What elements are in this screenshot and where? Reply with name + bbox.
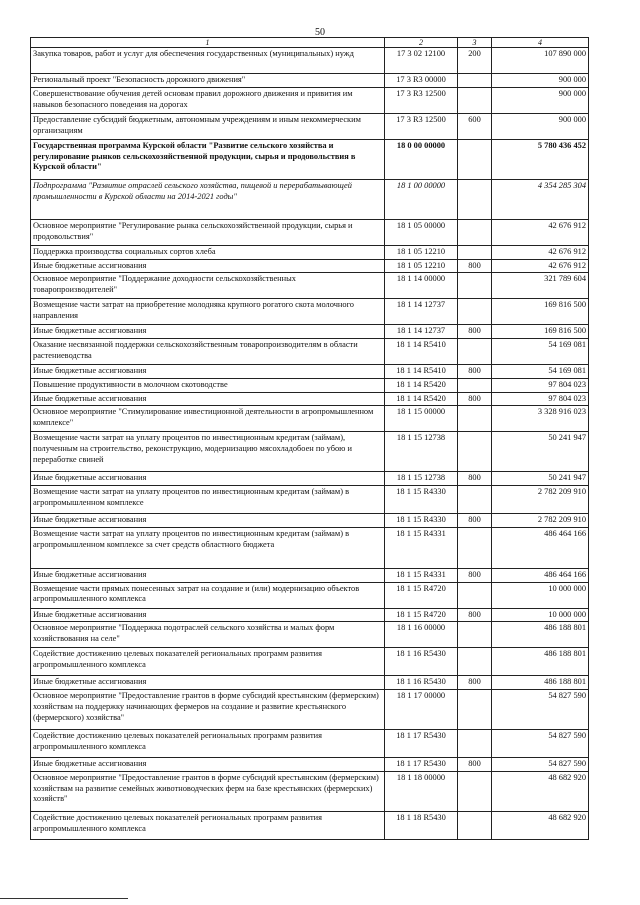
table-row: [31, 74, 589, 88]
column-number: 2: [385, 38, 458, 48]
row-expense-type: 800: [458, 365, 492, 379]
row-amount: 2 782 209 910: [492, 514, 589, 528]
table-row: [31, 676, 589, 690]
row-amount: 2 782 209 910: [492, 486, 589, 514]
row-amount: 107 890 000: [492, 48, 589, 74]
row-name: Возмещение части затрат на приобретение молодняка крупного рогатого скота молочного направления: [31, 299, 385, 325]
row-code: 18 1 15 R4331: [385, 568, 458, 582]
row-expense-type: [458, 527, 492, 568]
row-name: Иные бюджетные ассигнования: [31, 392, 385, 406]
row-amount: 900 000: [492, 87, 589, 113]
row-code: 18 1 14 00000: [385, 273, 458, 299]
row-name: Иные бюджетные ассигнования: [31, 259, 385, 273]
row-amount: 42 676 912: [492, 259, 589, 273]
row-name: Иные бюджетные ассигнования: [31, 472, 385, 486]
row-expense-type: [458, 139, 492, 179]
row-expense-type: 800: [458, 608, 492, 622]
row-amount: 486 188 801: [492, 622, 589, 648]
row-code: 18 1 17 R5430: [385, 758, 458, 772]
table-row: [31, 48, 589, 74]
table-row: [31, 432, 589, 472]
row-expense-type: 800: [458, 676, 492, 690]
row-expense-type: 800: [458, 325, 492, 339]
row-name: Иные бюджетные ассигнования: [31, 365, 385, 379]
table-row: [31, 811, 589, 839]
table-row: [31, 486, 589, 514]
table-row: [31, 113, 589, 139]
table-row: [31, 273, 589, 299]
column-number: 1: [31, 38, 385, 48]
row-amount: 4 354 285 304: [492, 179, 589, 219]
row-name: Региональный проект "Безопасность дорожного движения": [31, 74, 385, 88]
table-row: [31, 730, 589, 758]
row-expense-type: [458, 87, 492, 113]
table-row: [31, 608, 589, 622]
row-code: 18 1 17 00000: [385, 690, 458, 730]
row-expense-type: 800: [458, 392, 492, 406]
row-code: 18 1 15 12738: [385, 432, 458, 472]
budget-table: [30, 37, 589, 840]
row-amount: 169 816 500: [492, 299, 589, 325]
row-amount: 48 682 920: [492, 811, 589, 839]
row-code: 18 1 14 12737: [385, 325, 458, 339]
row-name: Иные бюджетные ассигнования: [31, 758, 385, 772]
table-row: [31, 245, 589, 259]
column-number: 4: [492, 38, 589, 48]
row-expense-type: [458, 299, 492, 325]
row-code: 18 1 05 12210: [385, 259, 458, 273]
row-name: Содействие достижению целевых показателей региональных программ развития агропромышленного комплекса: [31, 648, 385, 676]
row-amount: 321 789 604: [492, 273, 589, 299]
row-code: 18 1 15 00000: [385, 406, 458, 432]
row-name: Иные бюджетные ассигнования: [31, 568, 385, 582]
row-name: Закупка товаров, работ и услуг для обеспечения государственных (муниципальных) нужд: [31, 48, 385, 74]
row-expense-type: [458, 378, 492, 392]
row-amount: 50 241 947: [492, 432, 589, 472]
row-name: Основное мероприятие "Стимулирование инвестиционной деятельности в агропромышленном комплексе": [31, 406, 385, 432]
row-amount: 97 804 023: [492, 392, 589, 406]
row-name: Основное мероприятие "Регулирование рынка сельскохозяйственной продукции, сырья и продовольствия": [31, 219, 385, 245]
row-expense-type: [458, 273, 492, 299]
row-expense-type: [458, 622, 492, 648]
row-name: Содействие достижению целевых показателей региональных программ развития агропромышленного комплекса: [31, 730, 385, 758]
row-amount: 97 804 023: [492, 378, 589, 392]
row-amount: 54 169 081: [492, 365, 589, 379]
row-amount: 48 682 920: [492, 771, 589, 811]
row-amount: 54 827 590: [492, 690, 589, 730]
row-code: 18 0 00 00000: [385, 139, 458, 179]
table-row: [31, 339, 589, 365]
row-code: 18 1 15 12738: [385, 472, 458, 486]
row-code: 18 1 15 R4330: [385, 514, 458, 528]
row-name: Основное мероприятие "Предоставление грантов в форме субсидий крестьянским (фермерским) хозяйствам на поддержку начинающих фермеров на создание и развитие крестьянского (фермерского) хозяйства": [31, 690, 385, 730]
table-row: [31, 771, 589, 811]
row-amount: 900 000: [492, 113, 589, 139]
row-amount: 3 328 916 023: [492, 406, 589, 432]
row-code: 18 1 15 R4330: [385, 486, 458, 514]
row-name: Возмещение части прямых понесенных затрат на создание и (или) модернизацию объектов агропромышленного комплекса: [31, 582, 385, 608]
row-name: Повышение продуктивности в молочном скотоводстве: [31, 378, 385, 392]
row-code: 17 3 02 12100: [385, 48, 458, 74]
row-expense-type: [458, 406, 492, 432]
row-amount: 54 827 590: [492, 758, 589, 772]
row-name: Содействие достижению целевых показателей региональных программ развития агропромышленного комплекса: [31, 811, 385, 839]
row-expense-type: [458, 219, 492, 245]
table-row: [31, 527, 589, 568]
row-expense-type: 200: [458, 48, 492, 74]
row-name: Возмещение части затрат на уплату процентов по инвестиционным кредитам (займам) в агропромышленном комплексе: [31, 486, 385, 514]
table-row: [31, 406, 589, 432]
row-expense-type: [458, 432, 492, 472]
row-name: Основное мероприятие "Предоставление грантов в форме субсидий крестьянским (фермерским) хозяйствам на развитие семейных животноводческих ферм на базе крестьянских (фермерских) хозяйств": [31, 771, 385, 811]
row-code: 18 1 15 R4720: [385, 582, 458, 608]
row-name: Иные бюджетные ассигнования: [31, 325, 385, 339]
row-amount: 5 780 436 452: [492, 139, 589, 179]
table-row: [31, 648, 589, 676]
row-name: Иные бюджетные ассигнования: [31, 514, 385, 528]
row-name: Государственная программа Курской области "Развитие сельского хозяйства и регулирование рынков сельскохозяйственной продукции, сырья и продовольствия в Курской области": [31, 139, 385, 179]
table-row: [31, 568, 589, 582]
row-amount: 169 816 500: [492, 325, 589, 339]
row-code: 18 1 16 R5430: [385, 676, 458, 690]
row-expense-type: [458, 74, 492, 88]
row-name: Совершенствование обучения детей основам правил дорожного движения и привития им навыков безопасного поведения на дорогах: [31, 87, 385, 113]
row-expense-type: 800: [458, 568, 492, 582]
row-expense-type: [458, 179, 492, 219]
row-amount: 900 000: [492, 74, 589, 88]
row-amount: 486 188 801: [492, 648, 589, 676]
row-expense-type: 800: [458, 758, 492, 772]
row-name: Иные бюджетные ассигнования: [31, 676, 385, 690]
page-number: 50: [315, 27, 325, 38]
row-code: 18 1 14 R5410: [385, 365, 458, 379]
row-code: 18 1 16 00000: [385, 622, 458, 648]
table-row: [31, 392, 589, 406]
row-expense-type: [458, 730, 492, 758]
table-row: [31, 259, 589, 273]
row-code: 18 1 05 00000: [385, 219, 458, 245]
row-code: 18 1 18 R5430: [385, 811, 458, 839]
table-row: [31, 690, 589, 730]
table-row: [31, 179, 589, 219]
row-code: 18 1 18 00000: [385, 771, 458, 811]
row-code: 17 3 R3 12500: [385, 113, 458, 139]
row-expense-type: 800: [458, 514, 492, 528]
row-name: Возмещение части затрат на уплату процентов по инвестиционным кредитам (займам), полученным на строительство, реконструкцию, модернизацию мясохладобоен по убою и переработке свиней: [31, 432, 385, 472]
table-row: [31, 378, 589, 392]
row-amount: 42 676 912: [492, 245, 589, 259]
row-code: 18 1 14 R5420: [385, 392, 458, 406]
row-expense-type: [458, 811, 492, 839]
row-name: Иные бюджетные ассигнования: [31, 608, 385, 622]
row-expense-type: [458, 245, 492, 259]
row-code: 18 1 15 R4331: [385, 527, 458, 568]
table-row: [31, 514, 589, 528]
row-code: 18 1 17 R5430: [385, 730, 458, 758]
row-code: 18 1 00 00000: [385, 179, 458, 219]
column-number-row: [31, 38, 589, 48]
row-name: Оказание несвязанной поддержки сельскохозяйственным товаропроизводителям в области растениеводства: [31, 339, 385, 365]
row-expense-type: [458, 582, 492, 608]
table-row: [31, 219, 589, 245]
row-name: Поддержка производства социальных сортов хлеба: [31, 245, 385, 259]
table-row: [31, 472, 589, 486]
row-expense-type: [458, 690, 492, 730]
row-amount: 486 188 801: [492, 676, 589, 690]
row-expense-type: 800: [458, 259, 492, 273]
table-row: [31, 139, 589, 179]
column-number: 3: [458, 38, 492, 48]
row-expense-type: 600: [458, 113, 492, 139]
row-code: 18 1 14 R5410: [385, 339, 458, 365]
table-row: [31, 299, 589, 325]
row-name: Подпрограмма "Развитие отраслей сельского хозяйства, пищевой и перерабатывающей промышленности в Курской области на 2014-2021 годы": [31, 179, 385, 219]
row-amount: 486 464 166: [492, 527, 589, 568]
row-amount: 50 241 947: [492, 472, 589, 486]
row-code: 18 1 14 R5420: [385, 378, 458, 392]
row-expense-type: [458, 486, 492, 514]
row-amount: 10 000 000: [492, 608, 589, 622]
row-code: 17 3 R3 00000: [385, 74, 458, 88]
row-amount: 42 676 912: [492, 219, 589, 245]
row-code: 18 1 05 12210: [385, 245, 458, 259]
table-row: [31, 622, 589, 648]
table-row: [31, 365, 589, 379]
row-amount: 486 464 166: [492, 568, 589, 582]
row-code: 17 3 R3 12500: [385, 87, 458, 113]
row-expense-type: [458, 648, 492, 676]
row-expense-type: [458, 771, 492, 811]
table-row: [31, 87, 589, 113]
row-amount: 54 169 081: [492, 339, 589, 365]
table-row: [31, 582, 589, 608]
row-name: Основное мероприятие "Поддержка подотраслей сельского хозяйства и малых форм хозяйствования на селе": [31, 622, 385, 648]
row-code: 18 1 15 R4720: [385, 608, 458, 622]
row-code: 18 1 16 R5430: [385, 648, 458, 676]
row-amount: 10 000 000: [492, 582, 589, 608]
row-name: Возмещение части затрат на уплату процентов по инвестиционным кредитам (займам) в агропромышленном комплексе за счет средств областного бюджета: [31, 527, 385, 568]
bottom-rule: [0, 898, 128, 899]
row-name: Предоставление субсидий бюджетным, автономным учреждениям и иным некоммерческим организациям: [31, 113, 385, 139]
table-row: [31, 325, 589, 339]
table-row: [31, 758, 589, 772]
row-name: Основное мероприятие "Поддержание доходности сельскохозяйственных товаропроизводителей": [31, 273, 385, 299]
row-expense-type: 800: [458, 472, 492, 486]
row-expense-type: [458, 339, 492, 365]
row-code: 18 1 14 12737: [385, 299, 458, 325]
row-amount: 54 827 590: [492, 730, 589, 758]
